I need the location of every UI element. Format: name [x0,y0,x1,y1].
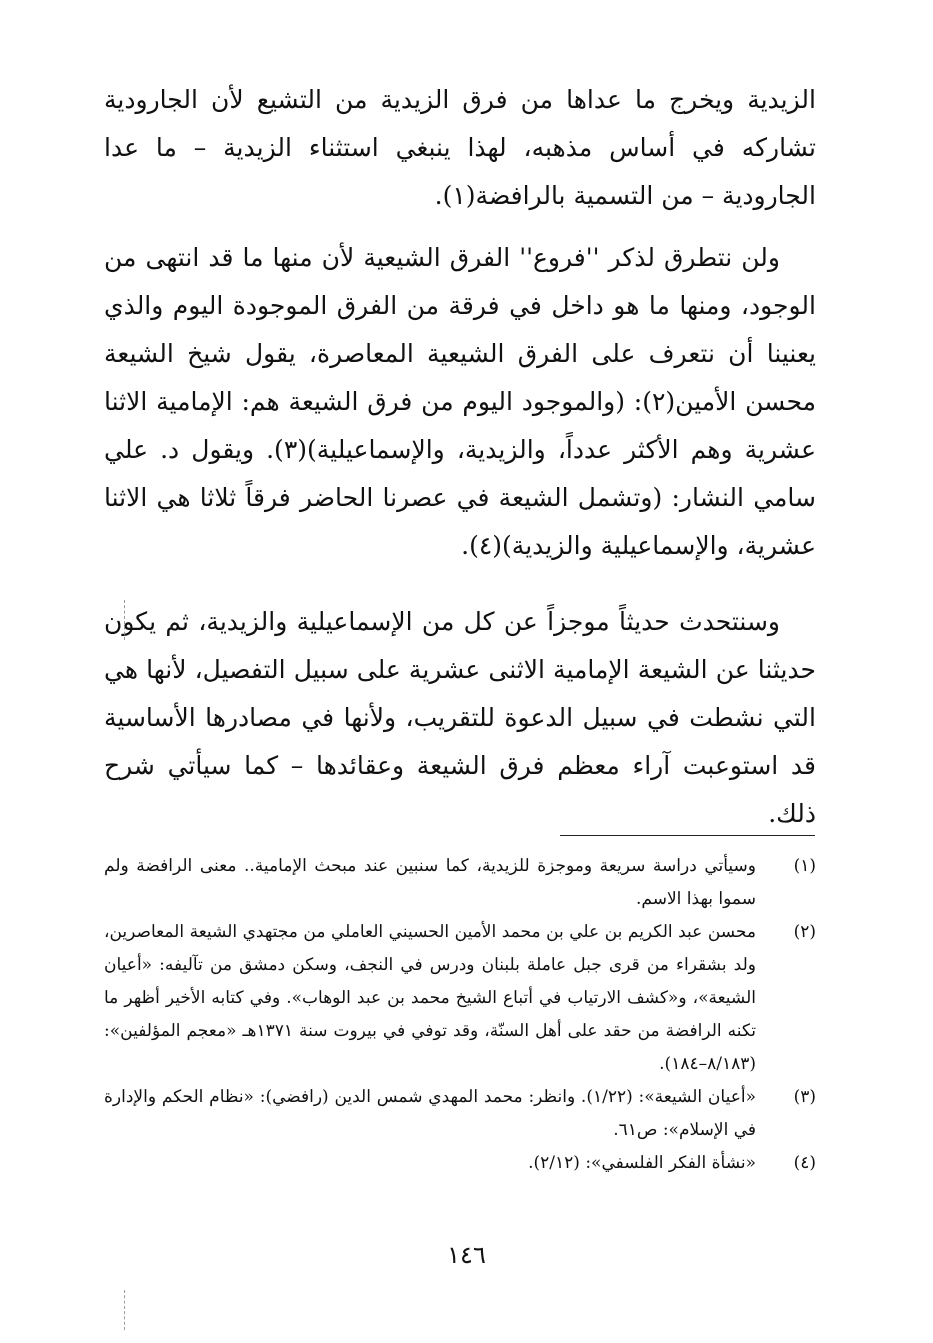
footnote [104,916,816,1081]
paragraph: ولن نتطرق لذكر ''فروع'' الفرق الشيعية لأن منها ما قد انتهى من الوجود، ومنها ما هو داخل في فرقة من الفرق الموجودة اليوم والذي يعنينا أن نتعرف على الفرق الشيعية المعاصرة، يقول شيخ الشيعة محسن الأمين(٢): (والموجود اليوم من فرق الشيعة هم: الإمامية الاثنا عشرية وهم الأكثر عدداً، والزيدية، والإسماعيلية)(٣). ويقول د. علي سامي النشار: (وتشمل الشيعة في عصرنا الحاضر فرقاً ثلاثا هي الاثنا عشرية، والإسماعيلية والزيدية)(٤). [104,243,816,560]
footnotes [104,850,816,1180]
main-body-text [104,76,816,838]
footnote-number: (١) [793,856,816,876]
footnote-number: (٢) [793,922,816,942]
footnote-number: (٤) [793,1153,816,1173]
footnote-text: «نشأة الفكر الفلسفي»: (٢/١٢). [528,1153,756,1173]
footnote [104,1081,816,1147]
footnote-text: محسن عبد الكريم بن علي بن محمد الأمين الحسيني العاملي من مجتهدي الشيعة المعاصرين، ولد بشقراء من قرى جبل عاملة بلبنان ودرس في النجف، وسكن دمشق من تآليفه: «أعيان الشيعة»، و«كشف الارتياب في أتباع الشيخ محمد بن عبد الوهاب». وفي كتابه الأخير أظهر ما تكنه الرافضة من حقد على أهل السنّة، وقد توفي في بيروت سنة ١٣٧١هـ «معجم المؤلفين»: (٨/١٨٣–١٨٤). [104,922,756,1074]
footnote-text: وسيأتي دراسة سريعة وموجزة للزيدية، كما سنبين عند مبحث الإمامية.. معنى الرافضة ولم سموا بهذا الاسم. [104,856,756,909]
footnote [104,1147,816,1180]
footnote-number: (٣) [793,1087,816,1107]
footnote-text: «أعيان الشيعة»: (١/٢٢). وانظر: محمد المهدي شمس الدين (رافضي): «نظام الحكم والإدارة في الإسلام»: ص٦١. [104,1087,756,1140]
paragraph: وسنتحدث حديثاً موجزاً عن كل من الإسماعيلية والزيدية، ثم يكون حديثنا عن الشيعة الإمامية الاثنى عشرية على سبيل التفصيل، لأنها هي التي نشطت في سبيل الدعوة للتقريب، ولأنها في مصادرها الأساسية قد استوعبت آراء معظم فرق الشيعة وعقائدها – كما سيأتي شرح ذلك. [104,607,816,828]
scan-binding-mark [124,600,125,640]
footnote [104,850,816,916]
scan-binding-mark [124,1290,125,1330]
paragraph: الزيدية ويخرج ما عداها من فرق الزيدية من التشيع لأن الجارودية تشاركه في أساس مذهبه، لهذا ينبغي استثناء الزيدية – ما عدا الجارودية – من التسمية بالرافضة(١). [104,85,816,210]
footnote-separator [560,835,815,836]
page-number: ١٤٦ [447,1241,486,1269]
